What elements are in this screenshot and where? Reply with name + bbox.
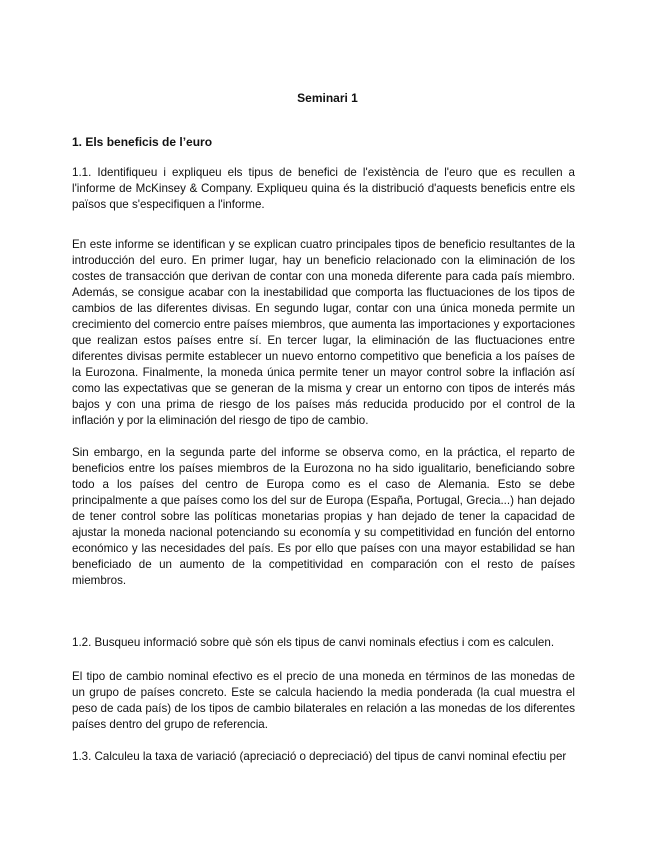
answer-1-2: El tipo de cambio nominal efectivo es el precio de una moneda en términos de las monedas de un grupo de países concreto. Este se calcula haciendo la media ponderada (la cual muestra el peso de cada país) de los tipos de cambio bilaterales en relación a las monedas de los diferentes países dentro del grupo de referencia. <box>72 670 575 731</box>
section-heading: 1. Els beneficis de l’euro <box>72 135 213 149</box>
answer-1-1-paragraph-2: Sin embargo, en la segunda parte del informe se observa como, en la práctica, el reparto de beneficios entre los países miembros de la Eurozona no ha sido igualitario, beneficiando sobre todo a los países del centro de Europa como es el caso de Alemania. Esto se debe principalmente a que países como los del sur de Europa (España, Portugal, Grecia...) han dejado de tener control sobre las políticas monetarias propias y han dejado de tener la capacidad de ajustar la moneda nacional potenciando su economía y su competitividad en función del entorno económico y las necesidades del país. Es por ello que países con una mayor estabilidad se han beneficiado de un aumento de la competitividad en comparación con el resto de países miembros. <box>72 446 575 587</box>
document-title: Seminari 1 <box>297 91 358 105</box>
question-1-3: 1.3. Calculeu la taxa de variació (apreciació o depreciació) del tipus de canvi nominal efectiu per <box>72 750 567 763</box>
question-1-1: 1.1. Identifiqueu i expliqueu els tipus de benefici de l'existència de l'euro que es recullen a l'informe de McKinsey & Company. Expliqueu quina és la distribució d'aquests beneficis entre els països que s'especifiquen a l'informe. <box>72 166 575 211</box>
answer-1-1-paragraph-1: En este informe se identifican y se explican cuatro principales tipos de beneficio resultantes de la introducción del euro. En primer lugar, hay un beneficio relacionado con la eliminación de los costes de transacción que derivan de contar con una moneda diferente para cada país miembro. Además, se consigue acabar con la inestabilidad que comporta las fluctuaciones de los tipos de cambios de las diferentes divisas. En segundo lugar, contar con una única moneda permite un crecimiento del comercio entre países miembros, que aumenta las importaciones y exportaciones que realizan estos países entre sí. En tercer lugar, la eliminación de las fluctuaciones entre diferentes divisas permite establecer un nuevo entorno competitivo que beneficia a los países de la Eurozona. Finalmente, la moneda única permite tener un mayor control sobre la inflación así como las expectativas que se generan de la misma y crear un entorno con tipos de interés más bajos y con una prima de riesgo de los países más reducida producido por el control de la inflación y por la eliminación del riesgo de tipo de cambio. <box>72 238 575 427</box>
question-1-2: 1.2. Busqueu informació sobre què són els tipus de canvi nominals efectius i com es calculen. <box>72 636 555 649</box>
